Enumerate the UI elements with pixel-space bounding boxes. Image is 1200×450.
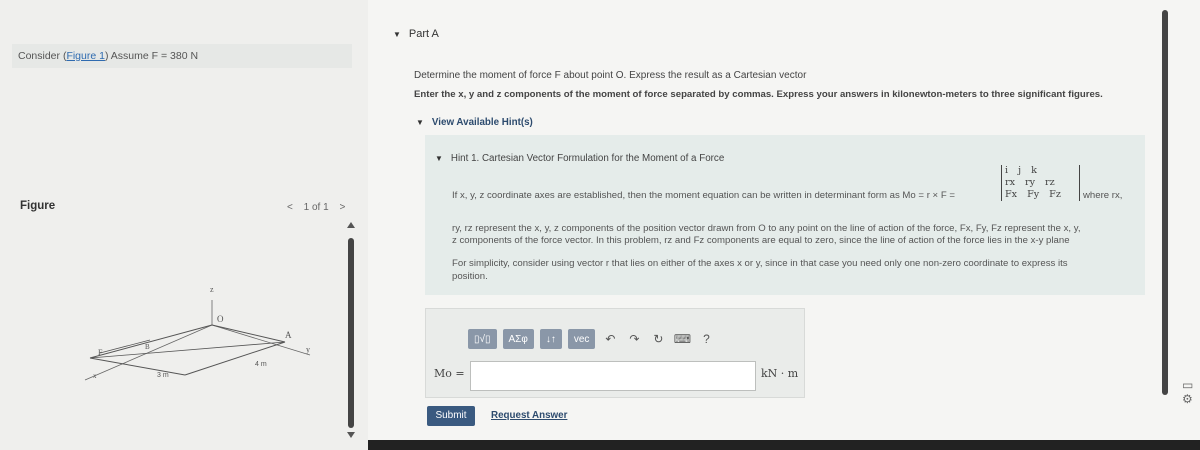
- math-toolbar: [468, 329, 715, 349]
- det-cell: rx: [1005, 177, 1015, 188]
- hint-text-3b: position.: [452, 271, 488, 282]
- hint-text-2a: ry, rz represent the x, y, z components of the position vector drawn from O to any point on the line of action of the force, Fx, Fy, Fz represent the x, y,: [452, 223, 1081, 234]
- reset-icon[interactable]: ↻: [653, 332, 664, 346]
- label-b: B: [145, 343, 150, 351]
- hint-text-2b: z components of the force vector. In this problem, rz and Fz components are equal to zero, since the line of action of the force lies in the x-y plane: [452, 235, 1070, 246]
- vector-button[interactable]: vec: [568, 329, 596, 349]
- figure-scrollbar[interactable]: [347, 220, 355, 440]
- view-hints-label: View Available Hint(s): [431, 117, 533, 128]
- question-line-2: Enter the x, y and z components of the moment of force separated by commas. Express your answers in kilonewton-meters to three significant figures.: [414, 89, 1103, 100]
- problem-statement: [12, 44, 352, 68]
- label-o: O: [217, 314, 224, 324]
- hint-1-header[interactable]: [435, 153, 724, 164]
- member-oa: [212, 325, 285, 342]
- keyboard-icon[interactable]: ⌨: [673, 332, 692, 346]
- y-axis: [212, 325, 310, 355]
- symbols-button[interactable]: ΑΣφ: [503, 329, 534, 349]
- figure-page-indicator: 1 of 1: [303, 202, 329, 213]
- arrows-button[interactable]: ↓↑: [540, 329, 562, 349]
- moment-answer-input[interactable]: [470, 361, 756, 391]
- caret-down-icon: ▼: [435, 154, 443, 163]
- label-y: y: [306, 345, 310, 354]
- det-bar-right: [1079, 165, 1080, 201]
- det-cell: j: [1018, 165, 1022, 176]
- caret-down-icon: ▼: [393, 30, 401, 39]
- templates-button[interactable]: ▯√▯: [468, 329, 497, 349]
- next-figure-button[interactable]: >: [339, 202, 346, 213]
- force-arrow: [100, 340, 150, 353]
- det-cell: k: [1031, 165, 1037, 176]
- det-cell: i: [1005, 165, 1009, 176]
- hint-text-1: If x, y, z coordinate axes are established, then the moment equation can be written in determinant form as Mo = r × F =: [452, 190, 955, 201]
- label-a: A: [285, 330, 292, 340]
- scroll-up-icon[interactable]: [347, 222, 355, 228]
- member-right: [185, 342, 285, 375]
- view-hints-toggle[interactable]: [416, 117, 533, 128]
- window-icon[interactable]: ▭: [1182, 378, 1194, 392]
- det-cell: rz: [1045, 177, 1055, 188]
- part-a-title: Part A: [408, 28, 439, 40]
- figure-diagram: [60, 270, 330, 390]
- gear-icon[interactable]: ⚙: [1182, 392, 1193, 406]
- label-f: F: [98, 348, 103, 357]
- hint-text-3a: For simplicity, consider using vector r that lies on either of the axes x or y, since in that case you need only one non-zero coordinate to express its: [452, 258, 1068, 269]
- figure-link[interactable]: Figure 1: [66, 50, 105, 62]
- unit-label: kN · m: [761, 367, 799, 380]
- det-cell: Fy: [1027, 189, 1040, 200]
- label-z: z: [210, 285, 214, 294]
- label-3m: 3 m: [157, 372, 169, 379]
- left-panel: [0, 0, 368, 450]
- caret-down-icon: ▼: [416, 118, 424, 127]
- hint-where: where rx,: [1083, 190, 1123, 201]
- label-x: x: [93, 372, 97, 380]
- x-axis: [85, 325, 212, 380]
- page-scrollbar-thumb[interactable]: [1162, 10, 1168, 395]
- answer-box: [425, 308, 805, 398]
- moment-label: Mo =: [434, 367, 465, 380]
- request-answer-link[interactable]: Request Answer: [491, 410, 568, 421]
- det-cell: Fx: [1005, 189, 1018, 200]
- det-cell: ry: [1025, 177, 1036, 188]
- figure-label: Figure: [20, 200, 56, 212]
- redo-icon[interactable]: ↷: [629, 332, 640, 346]
- problem-suffix: ) Assume F = 380 N: [104, 50, 199, 62]
- figure-pager: [283, 202, 349, 213]
- bottom-bar: [368, 440, 1200, 450]
- member-base: [90, 358, 185, 375]
- det-cell: Fz: [1049, 189, 1061, 200]
- help-icon[interactable]: ?: [703, 332, 710, 346]
- submit-button[interactable]: Submit: [427, 406, 475, 426]
- side-tools: [1182, 378, 1193, 406]
- problem-prefix: Consider (: [18, 50, 67, 62]
- page-scrollbar[interactable]: [1162, 0, 1170, 440]
- label-4m: 4 m: [255, 361, 267, 368]
- determinant: [1005, 165, 1061, 201]
- scroll-down-icon[interactable]: [347, 432, 355, 438]
- undo-icon[interactable]: ↶: [605, 332, 616, 346]
- hint-1-title: Hint 1. Cartesian Vector Formulation for the Moment of a Force: [450, 153, 725, 164]
- part-a-header[interactable]: [393, 28, 439, 40]
- det-bar-left: [1001, 165, 1002, 201]
- question-line-1: Determine the moment of force F about point O. Express the result as a Cartesian vector: [414, 70, 807, 81]
- hint-box: [425, 135, 1145, 295]
- figure-scrollbar-thumb[interactable]: [348, 238, 354, 428]
- prev-figure-button[interactable]: <: [287, 202, 293, 213]
